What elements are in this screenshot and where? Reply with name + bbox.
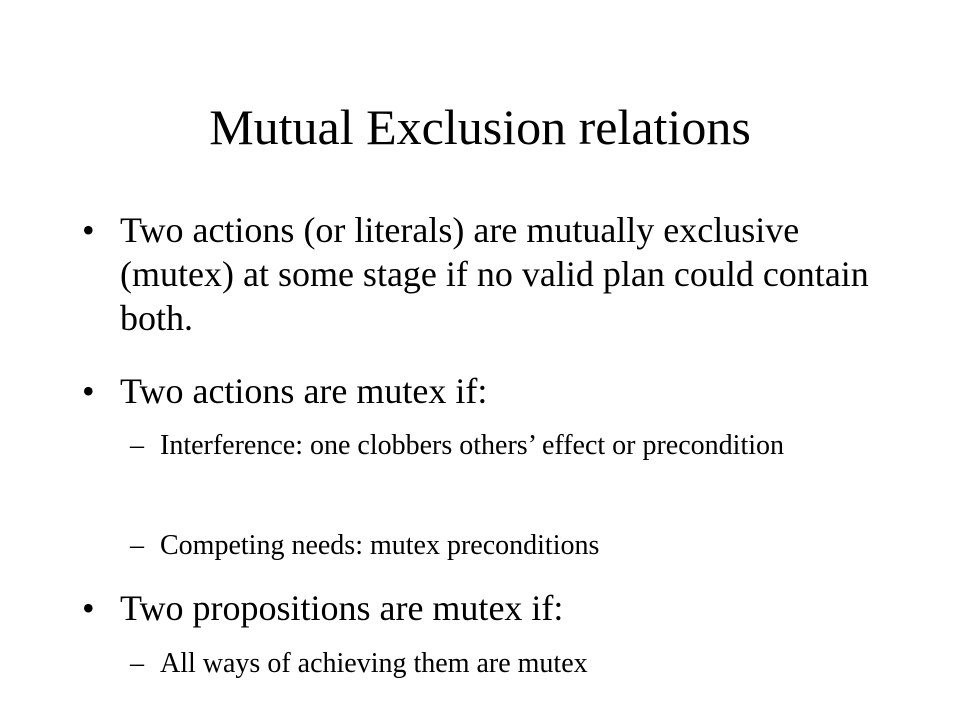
- sub-bullet-text: All ways of achieving them are mutex: [160, 648, 588, 679]
- bullet-item: [82, 586, 880, 630]
- sub-bullet-marker: –: [130, 430, 144, 461]
- bullet-marker: •: [82, 210, 95, 250]
- sub-bullet-marker: –: [130, 530, 144, 561]
- sub-bullet-text: Interference: one clobbers others’ effect or precondition: [160, 430, 784, 461]
- bullet-text: Two actions are mutex if:: [120, 371, 488, 411]
- sub-bullet-text: Competing needs: mutex preconditions: [160, 530, 600, 561]
- sub-bullet-item: [130, 646, 880, 682]
- sub-bullet-marker: –: [130, 648, 144, 679]
- bullet-marker: •: [82, 588, 95, 628]
- bullet-item: [82, 369, 880, 413]
- slide-title: Mutual Exclusion relations: [209, 99, 751, 155]
- bullet-text: Two propositions are mutex if:: [120, 588, 564, 628]
- bullet-marker: •: [82, 371, 95, 411]
- bullet-text: Two actions (or literals) are mutually exclusive (mutex) at some stage if no valid plan could contain both.: [120, 210, 869, 338]
- sub-bullet-item: [130, 528, 880, 564]
- bullet-item: [82, 208, 880, 340]
- sub-bullet-item: [130, 428, 880, 464]
